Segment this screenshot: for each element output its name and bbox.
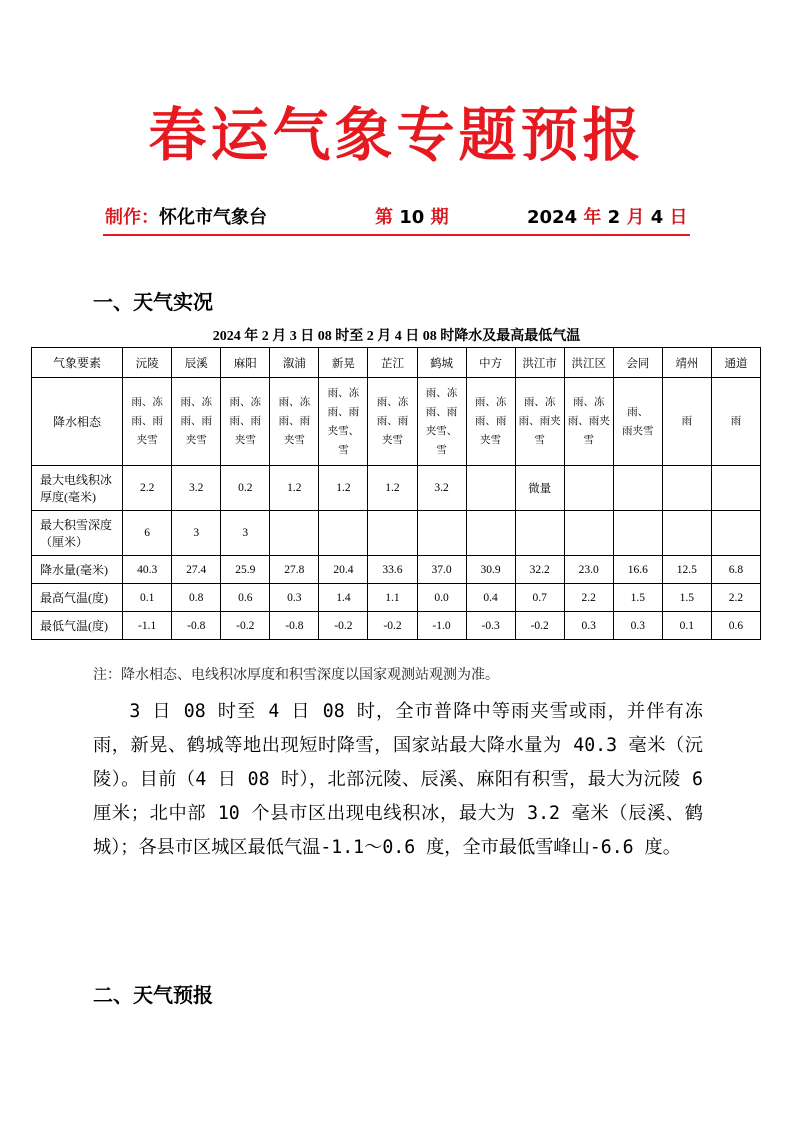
precip-phase-line: 雨、雨	[131, 416, 163, 427]
issue-date	[527, 204, 688, 232]
precip-phase-cell	[319, 378, 368, 466]
precip-phase-cell	[662, 378, 711, 466]
value-cell	[515, 511, 564, 556]
precip-phase-cell	[270, 378, 319, 466]
value-cell: -0.2	[319, 612, 368, 640]
station-header-cell: 洪江市	[515, 348, 564, 378]
producer-line	[105, 204, 267, 232]
value-cell: -0.2	[515, 612, 564, 640]
precip-phase-line: 雪	[436, 444, 447, 456]
date-day: 4	[650, 207, 664, 228]
value-cell: 1.2	[319, 466, 368, 511]
station-header-cell: 通道	[711, 348, 760, 378]
value-cell	[613, 466, 662, 511]
station-header-cell: 新晃	[319, 348, 368, 378]
row-label-cell: 最大积雪深度（厘米）	[32, 511, 123, 556]
precip-phase-line: 雨	[681, 416, 693, 427]
precip-phase-line: 雨、雨	[327, 406, 360, 418]
date-month-unit: 月	[620, 207, 651, 228]
value-cell: 33.6	[368, 556, 417, 584]
value-cell: 微量	[515, 466, 564, 511]
issue-number	[375, 204, 449, 232]
row-precip-phase	[32, 378, 761, 466]
value-cell	[466, 466, 515, 511]
precip-phase-line: 雨、冻	[572, 397, 605, 408]
value-cell: 3	[221, 511, 270, 556]
row-min-temp	[32, 612, 761, 640]
precip-phase-cell	[711, 378, 760, 466]
precip-phase-cell	[368, 378, 417, 466]
station-header-cell: 会同	[613, 348, 662, 378]
value-cell: 2.2	[564, 584, 613, 612]
value-cell: 0.1	[123, 584, 172, 612]
issue-value: 10	[399, 207, 425, 228]
precip-phase-cell	[564, 378, 613, 466]
row-max-temp	[32, 584, 761, 612]
precip-phase-line: 雨、冻	[523, 397, 556, 408]
precip-phase-cell	[613, 378, 662, 466]
value-cell: 1.4	[319, 584, 368, 612]
row-label-cell: 降水量(毫米)	[32, 556, 123, 584]
row-precip-amount	[32, 556, 761, 584]
precip-phase-line: 雨	[730, 416, 742, 427]
row-label-cell: 最高气温(度)	[32, 584, 123, 612]
value-cell	[711, 511, 760, 556]
value-cell: 2.2	[123, 466, 172, 511]
value-cell: 3	[172, 511, 221, 556]
value-cell	[270, 511, 319, 556]
value-cell	[564, 511, 613, 556]
section-heading-observations: 一、天气实况	[93, 290, 213, 314]
value-cell: 27.4	[172, 556, 221, 584]
value-cell: -0.3	[466, 612, 515, 640]
precip-phase-line: 雨、冻	[376, 397, 409, 408]
precip-phase-line: 雪	[534, 435, 545, 446]
value-cell: -0.8	[270, 612, 319, 640]
row-label-cell: 降水相态	[32, 378, 123, 466]
precip-phase-cell	[515, 378, 564, 466]
precip-phase-line: 雨、冻	[180, 397, 212, 408]
station-header-cell: 溆浦	[270, 348, 319, 378]
producer-name: 怀化市气象台	[159, 207, 267, 228]
precip-phase-line: 雨、雨夹	[518, 416, 561, 427]
value-cell: 0.2	[221, 466, 270, 511]
value-cell: 1.2	[270, 466, 319, 511]
table-caption: 2024 年 2 月 3 日 08 时至 2 月 4 日 08 时降水及最高最低气温	[212, 329, 581, 344]
value-cell: 0.3	[564, 612, 613, 640]
precip-phase-line: 雨、冻	[131, 397, 163, 408]
value-cell: 0.6	[711, 612, 760, 640]
station-header-cell: 芷江	[368, 348, 417, 378]
value-cell: 32.2	[515, 556, 564, 584]
precip-phase-line: 雨、	[627, 406, 649, 418]
value-cell: 1.5	[613, 584, 662, 612]
precip-phase-line: 雨、雨夹	[567, 416, 610, 427]
value-cell: -1.1	[123, 612, 172, 640]
table-corner-cell: 气象要素	[32, 348, 123, 378]
precip-phase-cell	[417, 378, 466, 466]
value-cell: 0.8	[172, 584, 221, 612]
value-cell	[711, 466, 760, 511]
value-cell: 3.2	[417, 466, 466, 511]
precip-phase-line: 雪	[338, 444, 349, 456]
header-divider	[103, 234, 690, 236]
value-cell: 1.2	[368, 466, 417, 511]
precip-phase-line: 雨、雨	[376, 416, 409, 427]
table-header-row	[32, 348, 761, 378]
value-cell: 30.9	[466, 556, 515, 584]
value-cell: 1.5	[662, 584, 711, 612]
value-cell: 0.6	[221, 584, 270, 612]
precip-phase-line: 雨、雨	[229, 416, 262, 427]
weather-observation-table	[31, 347, 761, 640]
station-header-cell: 洪江区	[564, 348, 613, 378]
date-year: 2024	[527, 207, 578, 228]
precip-phase-cell	[221, 378, 270, 466]
value-cell: 3.2	[172, 466, 221, 511]
value-cell: 0.1	[662, 612, 711, 640]
value-cell: 16.6	[613, 556, 662, 584]
precip-phase-line: 雨、雨	[474, 416, 507, 427]
issue-prefix: 第	[375, 207, 400, 228]
value-cell: -0.2	[368, 612, 417, 640]
station-header-cell: 中方	[466, 348, 515, 378]
value-cell: 20.4	[319, 556, 368, 584]
date-year-unit: 年	[577, 207, 608, 228]
precip-phase-line: 夹雪、	[327, 425, 360, 437]
precip-phase-line: 夹雪	[185, 435, 207, 446]
value-cell: 2.2	[711, 584, 760, 612]
value-cell: 0.4	[466, 584, 515, 612]
value-cell: 0.0	[417, 584, 466, 612]
producer-label: 制作：	[105, 207, 159, 228]
value-cell: 0.7	[515, 584, 564, 612]
row-label-cell: 最低气温(度)	[32, 612, 123, 640]
precip-phase-cell	[123, 378, 172, 466]
station-header-cell: 辰溪	[172, 348, 221, 378]
value-cell: 37.0	[417, 556, 466, 584]
report-title: 春运气象专题预报	[148, 101, 645, 169]
precip-phase-line: 雨、冻	[425, 387, 458, 399]
value-cell: -0.2	[221, 612, 270, 640]
precip-phase-line: 雨、雨	[278, 416, 311, 427]
precip-phase-cell	[172, 378, 221, 466]
precip-phase-line: 雨夹雪	[622, 425, 654, 437]
precip-phase-line: 雨、冻	[229, 397, 262, 408]
table-note: 注：降水相态、电线积冰厚度和积雪深度以国家观测站观测为准。	[93, 667, 499, 683]
value-cell: 23.0	[564, 556, 613, 584]
issue-suffix: 期	[424, 207, 449, 228]
value-cell	[368, 511, 417, 556]
value-cell	[319, 511, 368, 556]
precip-phase-line: 雨、冻	[278, 397, 311, 408]
station-header-cell: 靖州	[662, 348, 711, 378]
precip-phase-line: 雨、雨	[180, 416, 212, 427]
date-day-unit: 日	[663, 207, 688, 228]
precip-phase-line: 夹雪	[381, 435, 403, 446]
station-header-cell: 鹤城	[417, 348, 466, 378]
station-header-cell: 麻阳	[221, 348, 270, 378]
precip-phase-line: 雪	[583, 435, 594, 446]
value-cell	[417, 511, 466, 556]
value-cell: 6	[123, 511, 172, 556]
precip-phase-line: 雨、冻	[327, 387, 360, 399]
precip-phase-line: 夹雪	[480, 435, 502, 446]
precip-phase-line: 雨、冻	[474, 397, 507, 408]
precip-phase-line: 夹雪	[283, 435, 305, 446]
precip-phase-line: 夹雪、	[425, 425, 458, 437]
value-cell: 27.8	[270, 556, 319, 584]
section-heading-forecast: 二、天气预报	[93, 983, 213, 1007]
value-cell: -1.0	[417, 612, 466, 640]
precip-phase-line: 夹雪	[234, 435, 256, 446]
row-snow-depth	[32, 511, 761, 556]
value-cell: 0.3	[613, 612, 662, 640]
value-cell: 6.8	[711, 556, 760, 584]
value-cell	[466, 511, 515, 556]
value-cell	[613, 511, 662, 556]
date-month: 2	[607, 207, 621, 228]
value-cell: 1.1	[368, 584, 417, 612]
value-cell	[662, 466, 711, 511]
value-cell	[564, 466, 613, 511]
station-header-cell: 沅陵	[123, 348, 172, 378]
precip-phase-line: 雨、雨	[425, 406, 458, 418]
value-cell: 25.9	[221, 556, 270, 584]
row-wire-ice	[32, 466, 761, 511]
observation-summary-paragraph: 3 日 08 时至 4 日 08 时，全市普降中等雨夹雪或雨，并伴有冻雨，新晃、鹤城等地出现短时降雪，国家站最大降水量为 40.3 毫米（沅陵）。目前（4 日 08 时），北部沅陵、辰溪、麻阳有积雪，最大为沅陵 6 厘米；北中部 10 个县市区出现电线积冰，最大为 3.2 毫米（辰溪、鹤城）；各县市区城区最低气温-1.1～0.6 度，全市最低雪峰山-6.6 度。	[93, 701, 703, 858]
value-cell: 0.3	[270, 584, 319, 612]
precip-phase-cell	[466, 378, 515, 466]
value-cell: 12.5	[662, 556, 711, 584]
value-cell: -0.8	[172, 612, 221, 640]
row-label-cell: 最大电线积冰厚度(毫米)	[32, 466, 123, 511]
value-cell	[662, 511, 711, 556]
value-cell: 40.3	[123, 556, 172, 584]
precip-phase-line: 夹雪	[136, 435, 158, 446]
